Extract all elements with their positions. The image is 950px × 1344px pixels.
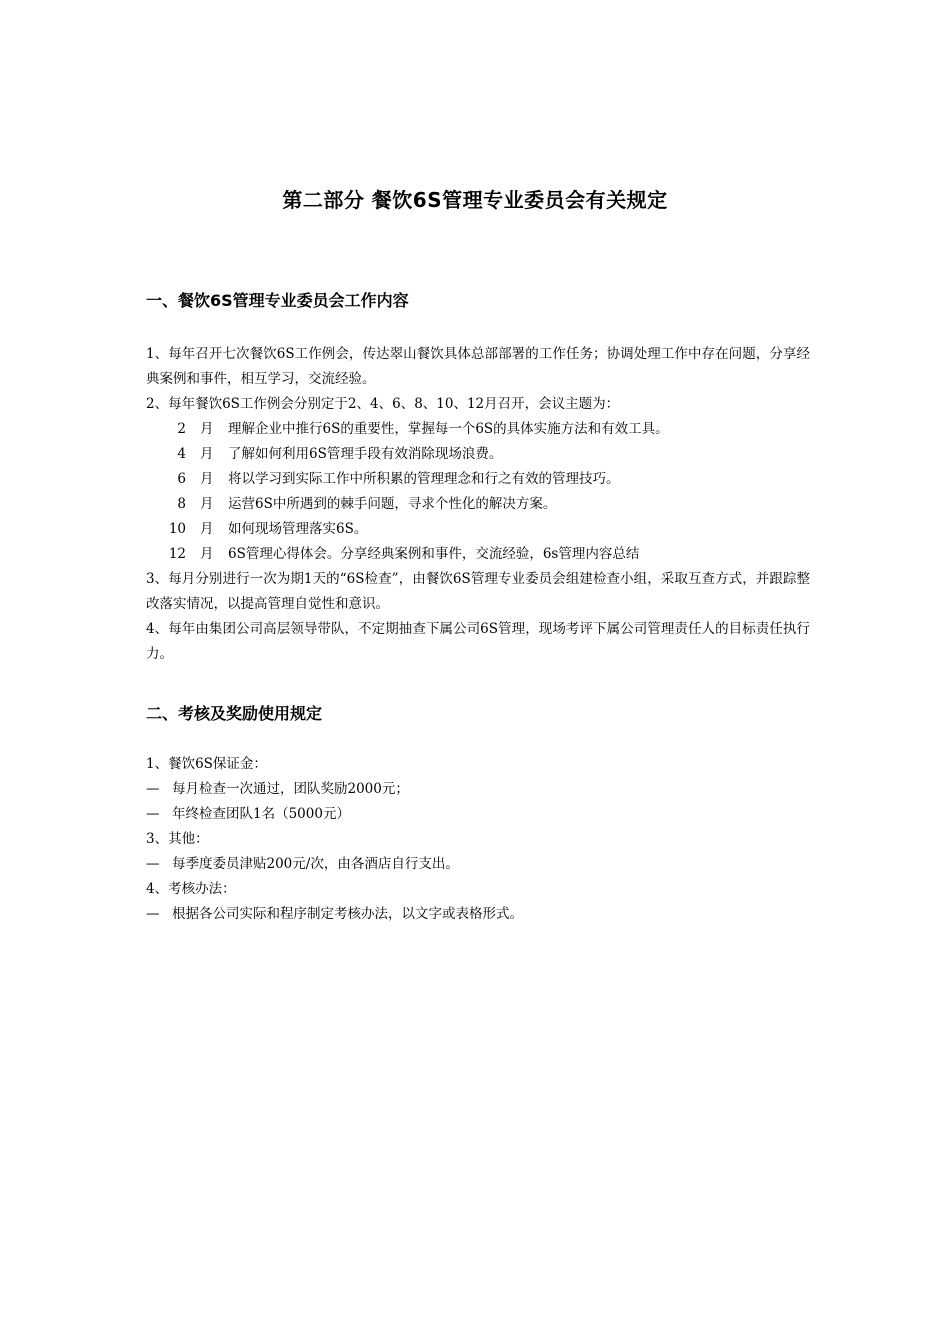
- meeting-month: 6 月: [177, 471, 214, 487]
- list-subitem-annual-reward: — 年终检查团队1名（5000元）: [146, 802, 810, 827]
- section-heading-work-content: 一、餐饮6S管理专业委员会工作内容: [146, 291, 409, 310]
- paragraph-spot-check: 4、每年由集团公司高层领导带队，不定期抽查下属公司6S管理，现场考评下属公司管理责任人的目标责任执行力。: [146, 621, 810, 662]
- meeting-month: 2 月: [177, 421, 214, 437]
- meeting-month: 4 月: [177, 446, 214, 462]
- list-subitem-allowance: — 每季度委员津贴200元/次，由各酒店自行支出。: [146, 852, 810, 877]
- meeting-topic: 理解企业中推行6S的重要性，掌握每一个6S的具体实施方法和有效工具。: [228, 421, 669, 437]
- list-item-assessment-method: 4、考核办法：: [146, 881, 236, 897]
- meeting-topic: 将以学习到实际工作中所积累的管理理念和行之有效的管理技巧。: [228, 471, 620, 487]
- list-item-deposit: 1、餐饮6S保证金：: [146, 756, 267, 772]
- meeting-topic: 了解如何利用6S管理手段有效消除现场浪费。: [228, 446, 503, 462]
- section-body-work-content: [146, 342, 810, 667]
- meeting-row-oct: [146, 517, 810, 542]
- paragraph-monthly-check: 3、每月分别进行一次为期1天的“6S检查”，由餐饮6S管理专业委员会组建检查小组，采取互查方式，并跟踪整改落实情况，以提高管理自觉性和意识。: [146, 571, 810, 612]
- dash-marker: —: [146, 781, 160, 797]
- meeting-month: 10 月: [168, 521, 214, 537]
- section-heading-assessment: 二、考核及奖励使用规定: [146, 704, 323, 723]
- section-body-assessment: [146, 752, 810, 927]
- meeting-row-feb: [146, 417, 810, 442]
- dash-marker: —: [146, 806, 160, 822]
- meeting-topic: 6S管理心得体会。分享经典案例和事件，交流经验，6s管理内容总结: [228, 546, 640, 562]
- document-title: 第二部分 餐饮6S管理专业委员会有关规定: [282, 188, 668, 212]
- paragraph-meeting-schedule: 2、每年餐饮6S工作例会分别定于2、4、6、8、10、12月召开，会议主题为：: [146, 396, 620, 412]
- meeting-row-jun: [146, 467, 810, 492]
- list-item-other: 3、其他：: [146, 831, 209, 847]
- paragraph-annual-meetings: 1、每年召开七次餐饮6S工作例会，传达翠山餐饮具体总部部署的工作任务；协调处理工作中存在问题，分享经典案例和事件，相互学习，交流经验。: [146, 346, 810, 387]
- list-subitem-method-detail: — 根据各公司实际和程序制定考核办法，以文字或表格形式。: [146, 902, 810, 927]
- meeting-month: 8 月: [177, 496, 214, 512]
- dash-marker: —: [146, 856, 160, 872]
- meeting-row-dec: [146, 542, 810, 567]
- meeting-topic: 如何现场管理落实6S。: [228, 521, 368, 537]
- dash-marker: —: [146, 906, 160, 922]
- meeting-month: 12 月: [168, 546, 214, 562]
- meeting-row-aug: [146, 492, 810, 517]
- list-subitem-monthly-reward: — 每月检查一次通过，团队奖励2000元；: [146, 777, 810, 802]
- meeting-topic: 运营6S中所遇到的棘手问题，寻求个性化的解决方案。: [228, 496, 557, 512]
- meeting-row-apr: [146, 442, 810, 467]
